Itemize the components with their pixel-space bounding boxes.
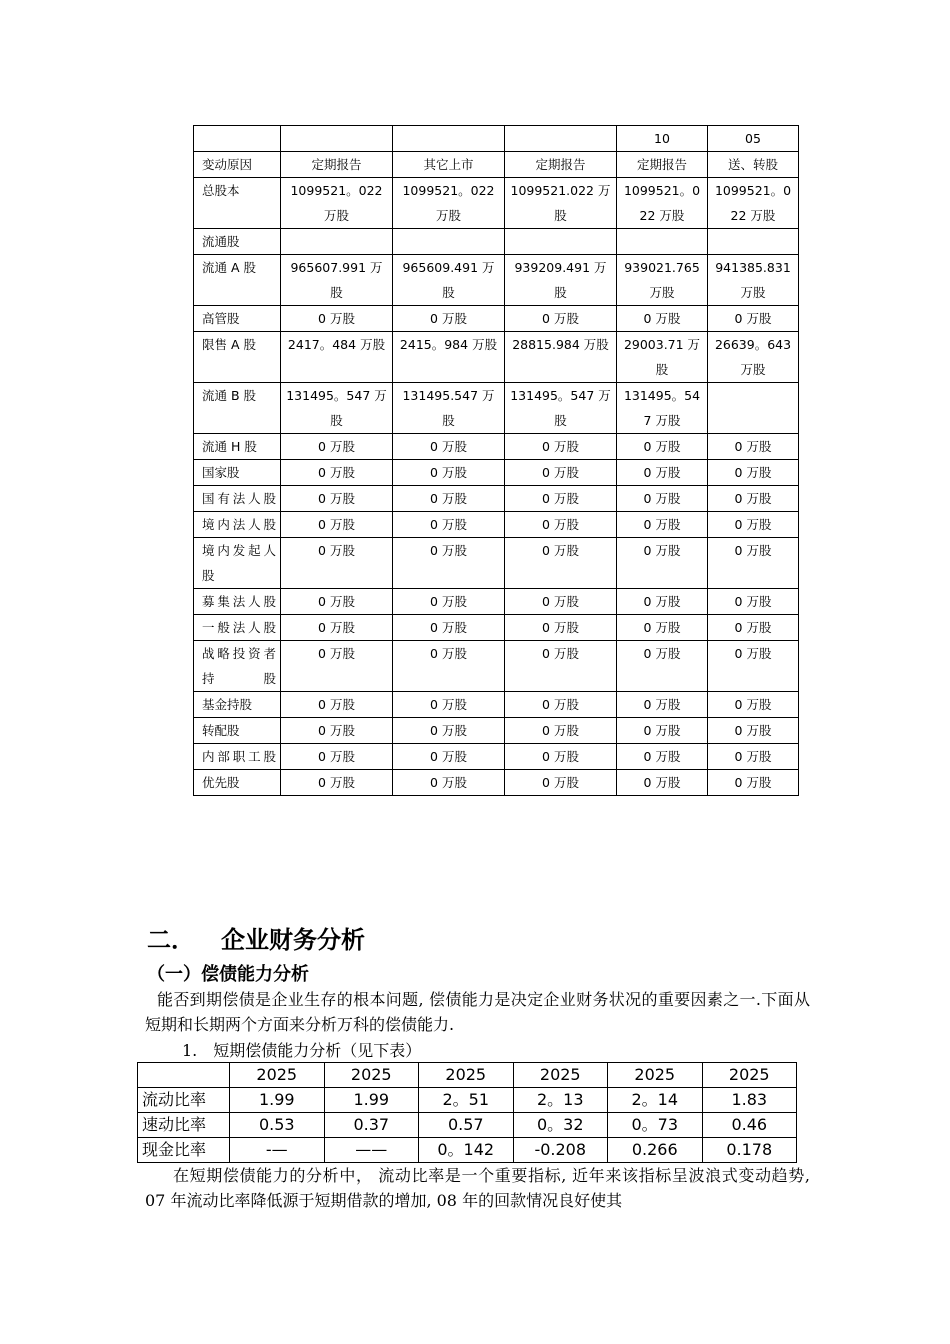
table-cell: 0 万股 (617, 770, 708, 796)
table-cell: 0 万股 (617, 641, 708, 692)
table-cell: 0 万股 (393, 306, 505, 332)
row-label: 战略投资者持股 (194, 641, 281, 692)
table-cell: 0 万股 (281, 434, 393, 460)
table-cell: 0 万股 (393, 641, 505, 692)
table-cell: 0.178 (702, 1138, 797, 1163)
table-cell: 0.53 (230, 1113, 325, 1138)
table-cell: 2。51 (419, 1088, 514, 1113)
table-cell: 2。13 (513, 1088, 608, 1113)
table-cell: 0 万股 (393, 486, 505, 512)
row-label: 高管股 (194, 306, 281, 332)
table-cell: 26639。643 万股 (708, 332, 799, 383)
column-header: 2025 (702, 1063, 797, 1088)
table-cell: 0 万股 (617, 486, 708, 512)
table-cell: 0.46 (702, 1113, 797, 1138)
table-cell: 0。142 (419, 1138, 514, 1163)
table-cell: 939209.491 万股 (505, 255, 617, 306)
table-cell: 131495.547 万股 (393, 383, 505, 434)
table-cell: 0 万股 (505, 770, 617, 796)
table-cell: 1099521。022 万股 (393, 178, 505, 229)
row-label: 募集法人股 (194, 589, 281, 615)
row-label: 流通 A 股 (194, 255, 281, 306)
table-cell (281, 229, 393, 255)
table-row (194, 152, 799, 178)
table-cell: 10 (617, 126, 708, 152)
table-cell: 28815.984 万股 (505, 332, 617, 383)
table-cell: 941385.831 万股 (708, 255, 799, 306)
table-cell: 1099521。0 22 万股 (617, 178, 708, 229)
row-label: 优先股 (194, 770, 281, 796)
table-cell: 1099521。022 万股 (281, 178, 393, 229)
row-label: 境内法人股 (194, 512, 281, 538)
table-cell: 1.99 (230, 1088, 325, 1113)
table-cell: 0 万股 (708, 718, 799, 744)
table-cell: 0 万股 (617, 434, 708, 460)
table-cell: 0 万股 (281, 770, 393, 796)
table-cell: 0 万股 (617, 692, 708, 718)
table-cell: 965609.491 万股 (393, 255, 505, 306)
table-row (138, 1138, 797, 1163)
table-row (194, 332, 799, 383)
table-cell: 0 万股 (393, 538, 505, 589)
table-cell: 2。14 (608, 1088, 703, 1113)
row-label: 限售 A 股 (194, 332, 281, 383)
row-label: 转配股 (194, 718, 281, 744)
table-row (194, 434, 799, 460)
table-cell: 0 万股 (505, 718, 617, 744)
table-row (194, 692, 799, 718)
column-header: 2025 (513, 1063, 608, 1088)
table-cell: 0 万股 (708, 692, 799, 718)
table-cell: 0 万股 (281, 641, 393, 692)
table-cell: 定期报告 (505, 152, 617, 178)
row-label: 现金比率 (138, 1138, 230, 1163)
table-cell: 29003.71 万股 (617, 332, 708, 383)
list-text: 短期偿债能力分析（见下表） (213, 1041, 422, 1060)
solvency-ratio-table (137, 1062, 797, 1163)
intro-paragraph: 能否到期偿债是企业生存的根本问题, 偿债能力是决定企业财务状况的重要因素之一.下面从短期和长期两个方面来分析万科的偿债能力. (145, 990, 810, 1034)
table-cell: 1.99 (324, 1088, 419, 1113)
table-cell (708, 383, 799, 434)
table-cell: 0 万股 (617, 744, 708, 770)
table-cell: 1.83 (702, 1088, 797, 1113)
row-label: 总股本 (194, 178, 281, 229)
table-cell: 0 万股 (708, 486, 799, 512)
column-header: 2025 (608, 1063, 703, 1088)
table-cell: —— (324, 1138, 419, 1163)
row-label: 境内发起人股 (194, 538, 281, 589)
row-label: 流通股 (194, 229, 281, 255)
table-cell: 0 万股 (708, 434, 799, 460)
table-cell: 2415。984 万股 (393, 332, 505, 383)
table-cell: 0 万股 (281, 744, 393, 770)
table-cell: 0 万股 (393, 460, 505, 486)
table-cell (617, 229, 708, 255)
table-cell (393, 126, 505, 152)
table-cell (708, 229, 799, 255)
table-cell: 0 万股 (281, 306, 393, 332)
table-cell: 0 万股 (708, 615, 799, 641)
table-cell: 0 万股 (281, 615, 393, 641)
table-cell: 0 万股 (617, 512, 708, 538)
table-cell: 0 万股 (708, 770, 799, 796)
row-label: 内部职工股 (194, 744, 281, 770)
table-cell: 0 万股 (505, 538, 617, 589)
table-cell: 0 万股 (393, 770, 505, 796)
table-cell: 0 万股 (505, 589, 617, 615)
table-cell: 131495。547 万股 (505, 383, 617, 434)
table-cell: 0 万股 (281, 692, 393, 718)
row-label: 流通 B 股 (194, 383, 281, 434)
section-number: 二． (147, 926, 195, 954)
table-row (138, 1088, 797, 1113)
column-header: 2025 (419, 1063, 514, 1088)
closing-paragraph: 在短期偿债能力的分析中， 流动比率是一个重要指标, 近年来该指标呈波浪式变动趋势, 07 年流动比率降低源于短期借款的增加, 08 年的回款情况良好使其 (145, 1166, 810, 1210)
table-cell: 0 万股 (505, 641, 617, 692)
table-row (194, 126, 799, 152)
table-cell: 0 万股 (393, 718, 505, 744)
table-row (194, 718, 799, 744)
table-cell: 0 万股 (505, 615, 617, 641)
table-cell: 0 万股 (617, 538, 708, 589)
list-number: 1. (182, 1041, 198, 1060)
table-cell (505, 229, 617, 255)
table-cell: 0 万股 (393, 744, 505, 770)
table-cell: 0 万股 (505, 512, 617, 538)
table-cell: 0 万股 (708, 460, 799, 486)
row-label: 一般法人股 (194, 615, 281, 641)
table-cell: 0 万股 (505, 306, 617, 332)
table-cell: 0 万股 (281, 538, 393, 589)
table-cell: 0 万股 (281, 460, 393, 486)
table-cell: 0 万股 (617, 306, 708, 332)
table-row (194, 229, 799, 255)
table-row (194, 460, 799, 486)
table-cell: 0 万股 (617, 615, 708, 641)
table-cell: 定期报告 (617, 152, 708, 178)
table-cell: 939021.765 万股 (617, 255, 708, 306)
table-row (194, 589, 799, 615)
table-row (194, 512, 799, 538)
table-cell: 05 (708, 126, 799, 152)
table-cell: 0 万股 (393, 589, 505, 615)
table-cell: 0 万股 (708, 538, 799, 589)
row-label: 速动比率 (138, 1113, 230, 1138)
subsection-heading: （一）偿债能力分析 (147, 964, 309, 985)
table-cell: 0 万股 (281, 589, 393, 615)
table-cell: 0 万股 (505, 692, 617, 718)
table-cell: 0.57 (419, 1113, 514, 1138)
table-cell: 0 万股 (708, 306, 799, 332)
table-cell: 0 万股 (617, 460, 708, 486)
row-label: 国有法人股 (194, 486, 281, 512)
table-row (194, 538, 799, 589)
table-cell (505, 126, 617, 152)
table-cell: 0 万股 (281, 512, 393, 538)
table-row (138, 1113, 797, 1138)
table-cell: 0 万股 (505, 460, 617, 486)
table-cell (281, 126, 393, 152)
table-cell: 0 万股 (505, 744, 617, 770)
table-cell: 2417。484 万股 (281, 332, 393, 383)
table-row (194, 770, 799, 796)
section-heading (147, 920, 365, 955)
row-label: 流动比率 (138, 1088, 230, 1113)
table-cell: 0.37 (324, 1113, 419, 1138)
table-cell: 定期报告 (281, 152, 393, 178)
row-label (194, 126, 281, 152)
table-cell (393, 229, 505, 255)
row-label: 基金持股 (194, 692, 281, 718)
row-label: 流通 H 股 (194, 434, 281, 460)
table-row (194, 486, 799, 512)
table-cell: 131495。54 7 万股 (617, 383, 708, 434)
header-row (138, 1063, 797, 1088)
table-row (194, 255, 799, 306)
table-cell: 0.266 (608, 1138, 703, 1163)
table-cell: 0 万股 (505, 486, 617, 512)
table-row (194, 615, 799, 641)
column-header (138, 1063, 230, 1088)
column-header: 2025 (230, 1063, 325, 1088)
table-row (194, 641, 799, 692)
list-item-short-term (182, 1038, 421, 1061)
table-cell: 0 万股 (393, 615, 505, 641)
share-capital-table (193, 125, 799, 796)
table-cell: 0 万股 (708, 641, 799, 692)
table-cell: 0 万股 (281, 486, 393, 512)
table-cell: 1099521.022 万股 (505, 178, 617, 229)
table-cell: 0 万股 (617, 589, 708, 615)
table-cell: 0 万股 (708, 589, 799, 615)
table-row (194, 178, 799, 229)
table-cell: 0。73 (608, 1113, 703, 1138)
table-cell: 送、转股 (708, 152, 799, 178)
table-cell: 0 万股 (505, 434, 617, 460)
table-cell: 965607.991 万股 (281, 255, 393, 306)
table-cell: 0 万股 (393, 512, 505, 538)
table-row (194, 744, 799, 770)
table-row (194, 383, 799, 434)
table-cell: 131495。547 万股 (281, 383, 393, 434)
table-cell: 0 万股 (708, 744, 799, 770)
table-cell: -0.208 (513, 1138, 608, 1163)
row-label: 变动原因 (194, 152, 281, 178)
table-cell: 0 万股 (617, 718, 708, 744)
table-row (194, 306, 799, 332)
table-cell: 0 万股 (393, 434, 505, 460)
table-cell: 0 万股 (281, 718, 393, 744)
table-cell: 0。32 (513, 1113, 608, 1138)
table-cell: -— (230, 1138, 325, 1163)
section-title: 企业财务分析 (221, 926, 365, 954)
row-label: 国家股 (194, 460, 281, 486)
table-cell: 1099521。0 22 万股 (708, 178, 799, 229)
table-cell: 0 万股 (708, 512, 799, 538)
column-header: 2025 (324, 1063, 419, 1088)
table-cell: 其它上市 (393, 152, 505, 178)
table-cell: 0 万股 (393, 692, 505, 718)
